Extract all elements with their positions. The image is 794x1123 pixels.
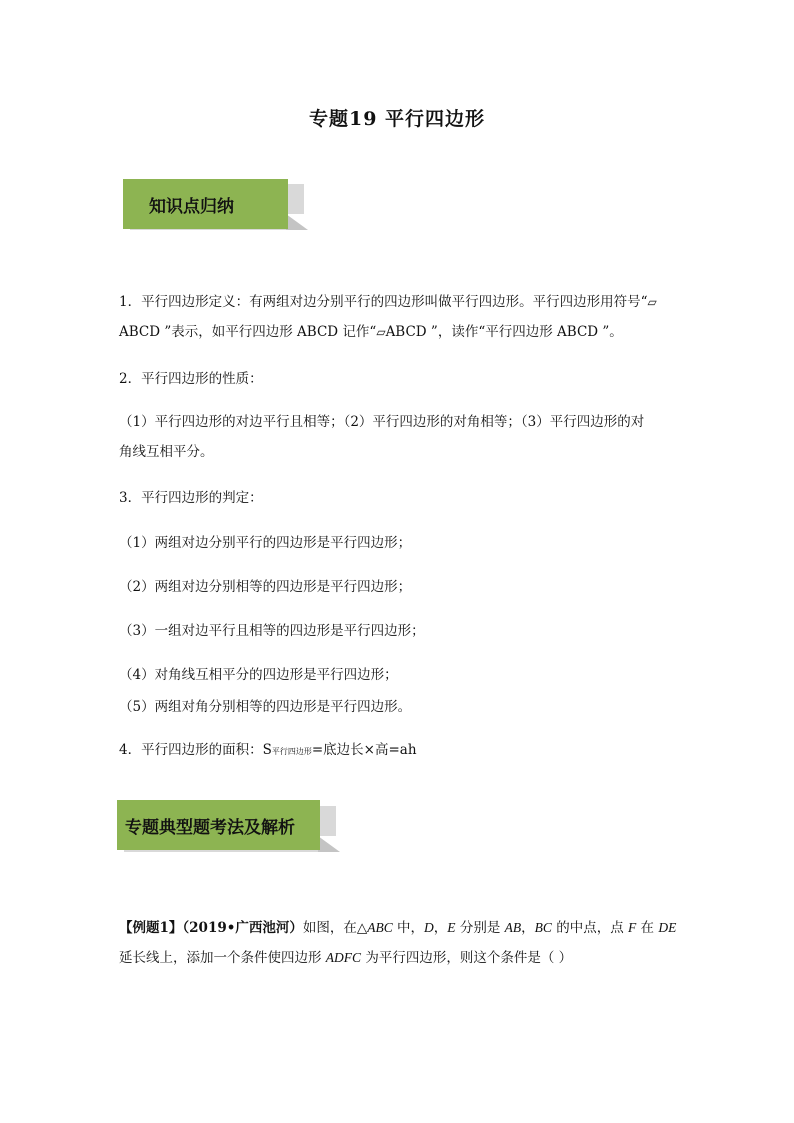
banner-label: 知识点归纳 [149, 196, 234, 217]
area-formula: 4．平行四边形的面积：S平行四边形=底边长×高=ah [119, 742, 417, 758]
criteria-item: （4）对角线互相平分的四边形是平行四边形； [119, 667, 398, 683]
properties-line-1: （1）平行四边形的对边平行且相等；（2）平行四边形的对角相等；（3）平行四边形的对 [119, 414, 645, 430]
parallelogram-symbol-icon: ▱ [647, 295, 657, 309]
example-1-line-1: 【例题1】（2019•广西池河）如图，在△ABC 中，D，E 分别是 AB，BC 的中点，点 F 在 DE [119, 920, 677, 936]
properties-heading: 2．平行四边形的性质： [119, 371, 263, 387]
definition-line-2: ABCD ”表示，如平行四边形 ABCD 记作“▱ABCD ”，读作“平行四边形 ABCD ”。 [119, 324, 623, 340]
criteria-item: （1）两组对边分别平行的四边形是平行四边形； [119, 535, 412, 551]
example-tag: 【例题1】 [119, 920, 183, 936]
properties-line-2: 角线互相平分。 [119, 444, 214, 460]
section-banner-knowledge [123, 179, 288, 229]
criteria-item: （3）一组对边平行且相等的四边形是平行四边形； [119, 623, 425, 639]
example-1-line-2: 延长线上，添加一个条件使四边形 ADFC 为平行四边形，则这个条件是（ ） [119, 950, 573, 966]
section-banner-examples [117, 800, 320, 850]
subscript: 平行四边形 [271, 747, 312, 756]
criteria-heading: 3．平行四边形的判定： [119, 490, 263, 506]
example-source: （2019•广西池河） [182, 920, 303, 936]
criteria-item: （5）两组对角分别相等的四边形是平行四边形。 [119, 699, 412, 715]
criteria-item: （2）两组对边分别相等的四边形是平行四边形； [119, 579, 412, 595]
parallelogram-symbol-icon: ▱ [376, 325, 386, 339]
banner-label: 专题典型题考法及解析 [125, 817, 295, 838]
definition-line-1: 1．平行四边形定义：有两组对边分别平行的四边形叫做平行四边形。平行四边形用符号“▱ [119, 294, 657, 310]
banner-fold [318, 836, 340, 852]
page-title: 专题19 平行四边形 [308, 108, 486, 130]
banner-fold [286, 214, 308, 230]
